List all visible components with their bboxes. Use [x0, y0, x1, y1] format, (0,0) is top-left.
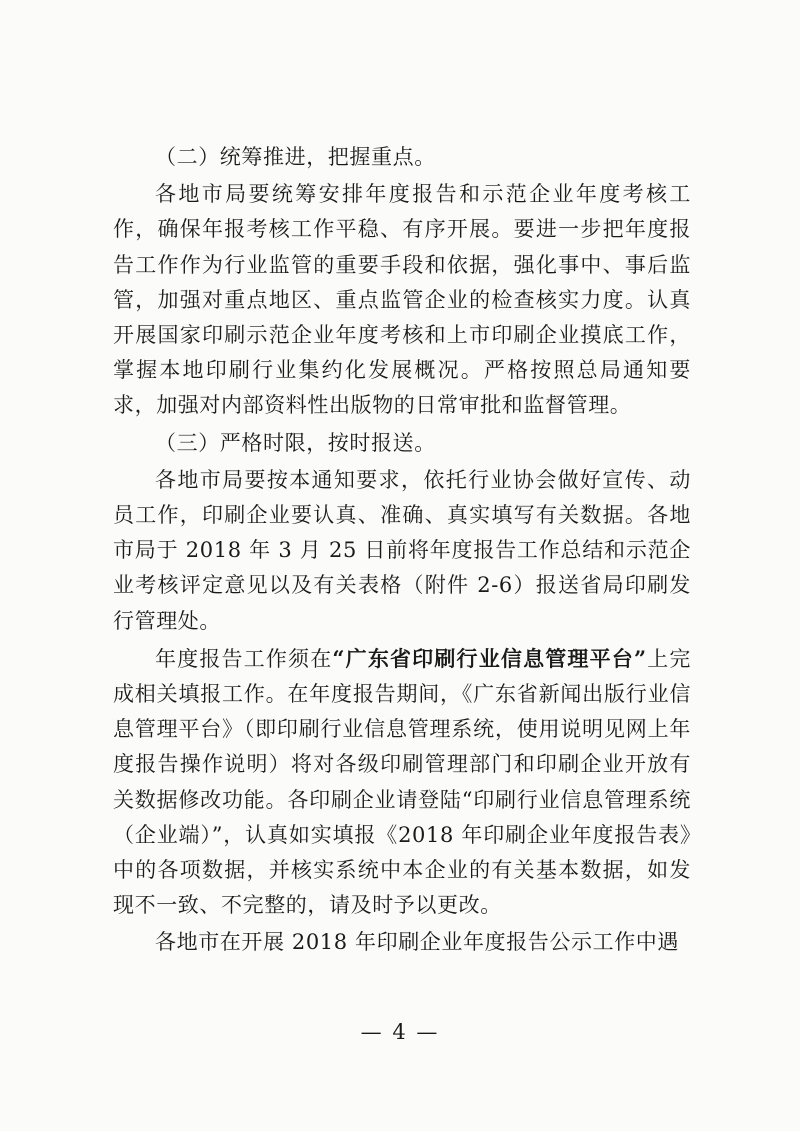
paragraph-deadline: 各地市局要按本通知要求，依托行业协会做好宣传、动员工作，印刷企业要认真、准确、真实填写有关数据。各地市局于 2018 年 3 月 25 日前将年度报告工作总结和示范企业考核评定意见以及有关表格（附件 2-6）报送省局印刷发行管理处。 [113, 467, 691, 633]
document-body [113, 140, 691, 961]
platform-name-bold: “广东省印刷行业信息管理平台” [332, 645, 647, 671]
page-number: — 4 — [360, 1020, 440, 1044]
paragraph-publicity: 各地市在开展 2018 年印刷企业年度报告公示工作中遇 [155, 930, 679, 955]
paragraph-coordination: 各地市局要统筹安排年度报告和示范企业年度考核工作，确保年报考核工作平稳、有序开展。要进一步把年度报告工作作为行业监管的重要手段和依据，强化事中、事后监管，加强对重点地区、重点监管企业的检查核实力度。认真开展国家印刷示范企业年度考核和上市印刷企业摸底工作，掌握本地印刷行业集约化发展概况。严格按照总局通知要求，加强对内部资料性出版物的日常审批和监督管理。 [113, 182, 691, 418]
platform-text-prefix: 年度报告工作须在 [155, 646, 333, 671]
paragraph-platform [113, 641, 691, 924]
platform-text-rest: 上完成相关填报工作。在年度报告期间，《广东省新闻出版行业信息管理平台》（即印刷行业信息管理系统，使用说明见网上年度报告操作说明）将对各级印刷管理部门和印刷企业开放有关数据修改功能。各印刷企业请登陆“印刷行业信息管理系统（企业端）”，认真如实填报《2018 年印刷企业年度报告表》中的各项数据，并核实系统中本企业的有关基本数据，如发现不一致、不完整的，请及时予以更改。 [113, 646, 691, 918]
section-heading-3: （三）严格时限，按时报送。 [155, 430, 436, 455]
section-heading-2: （二）统筹推进，把握重点。 [155, 145, 436, 169]
